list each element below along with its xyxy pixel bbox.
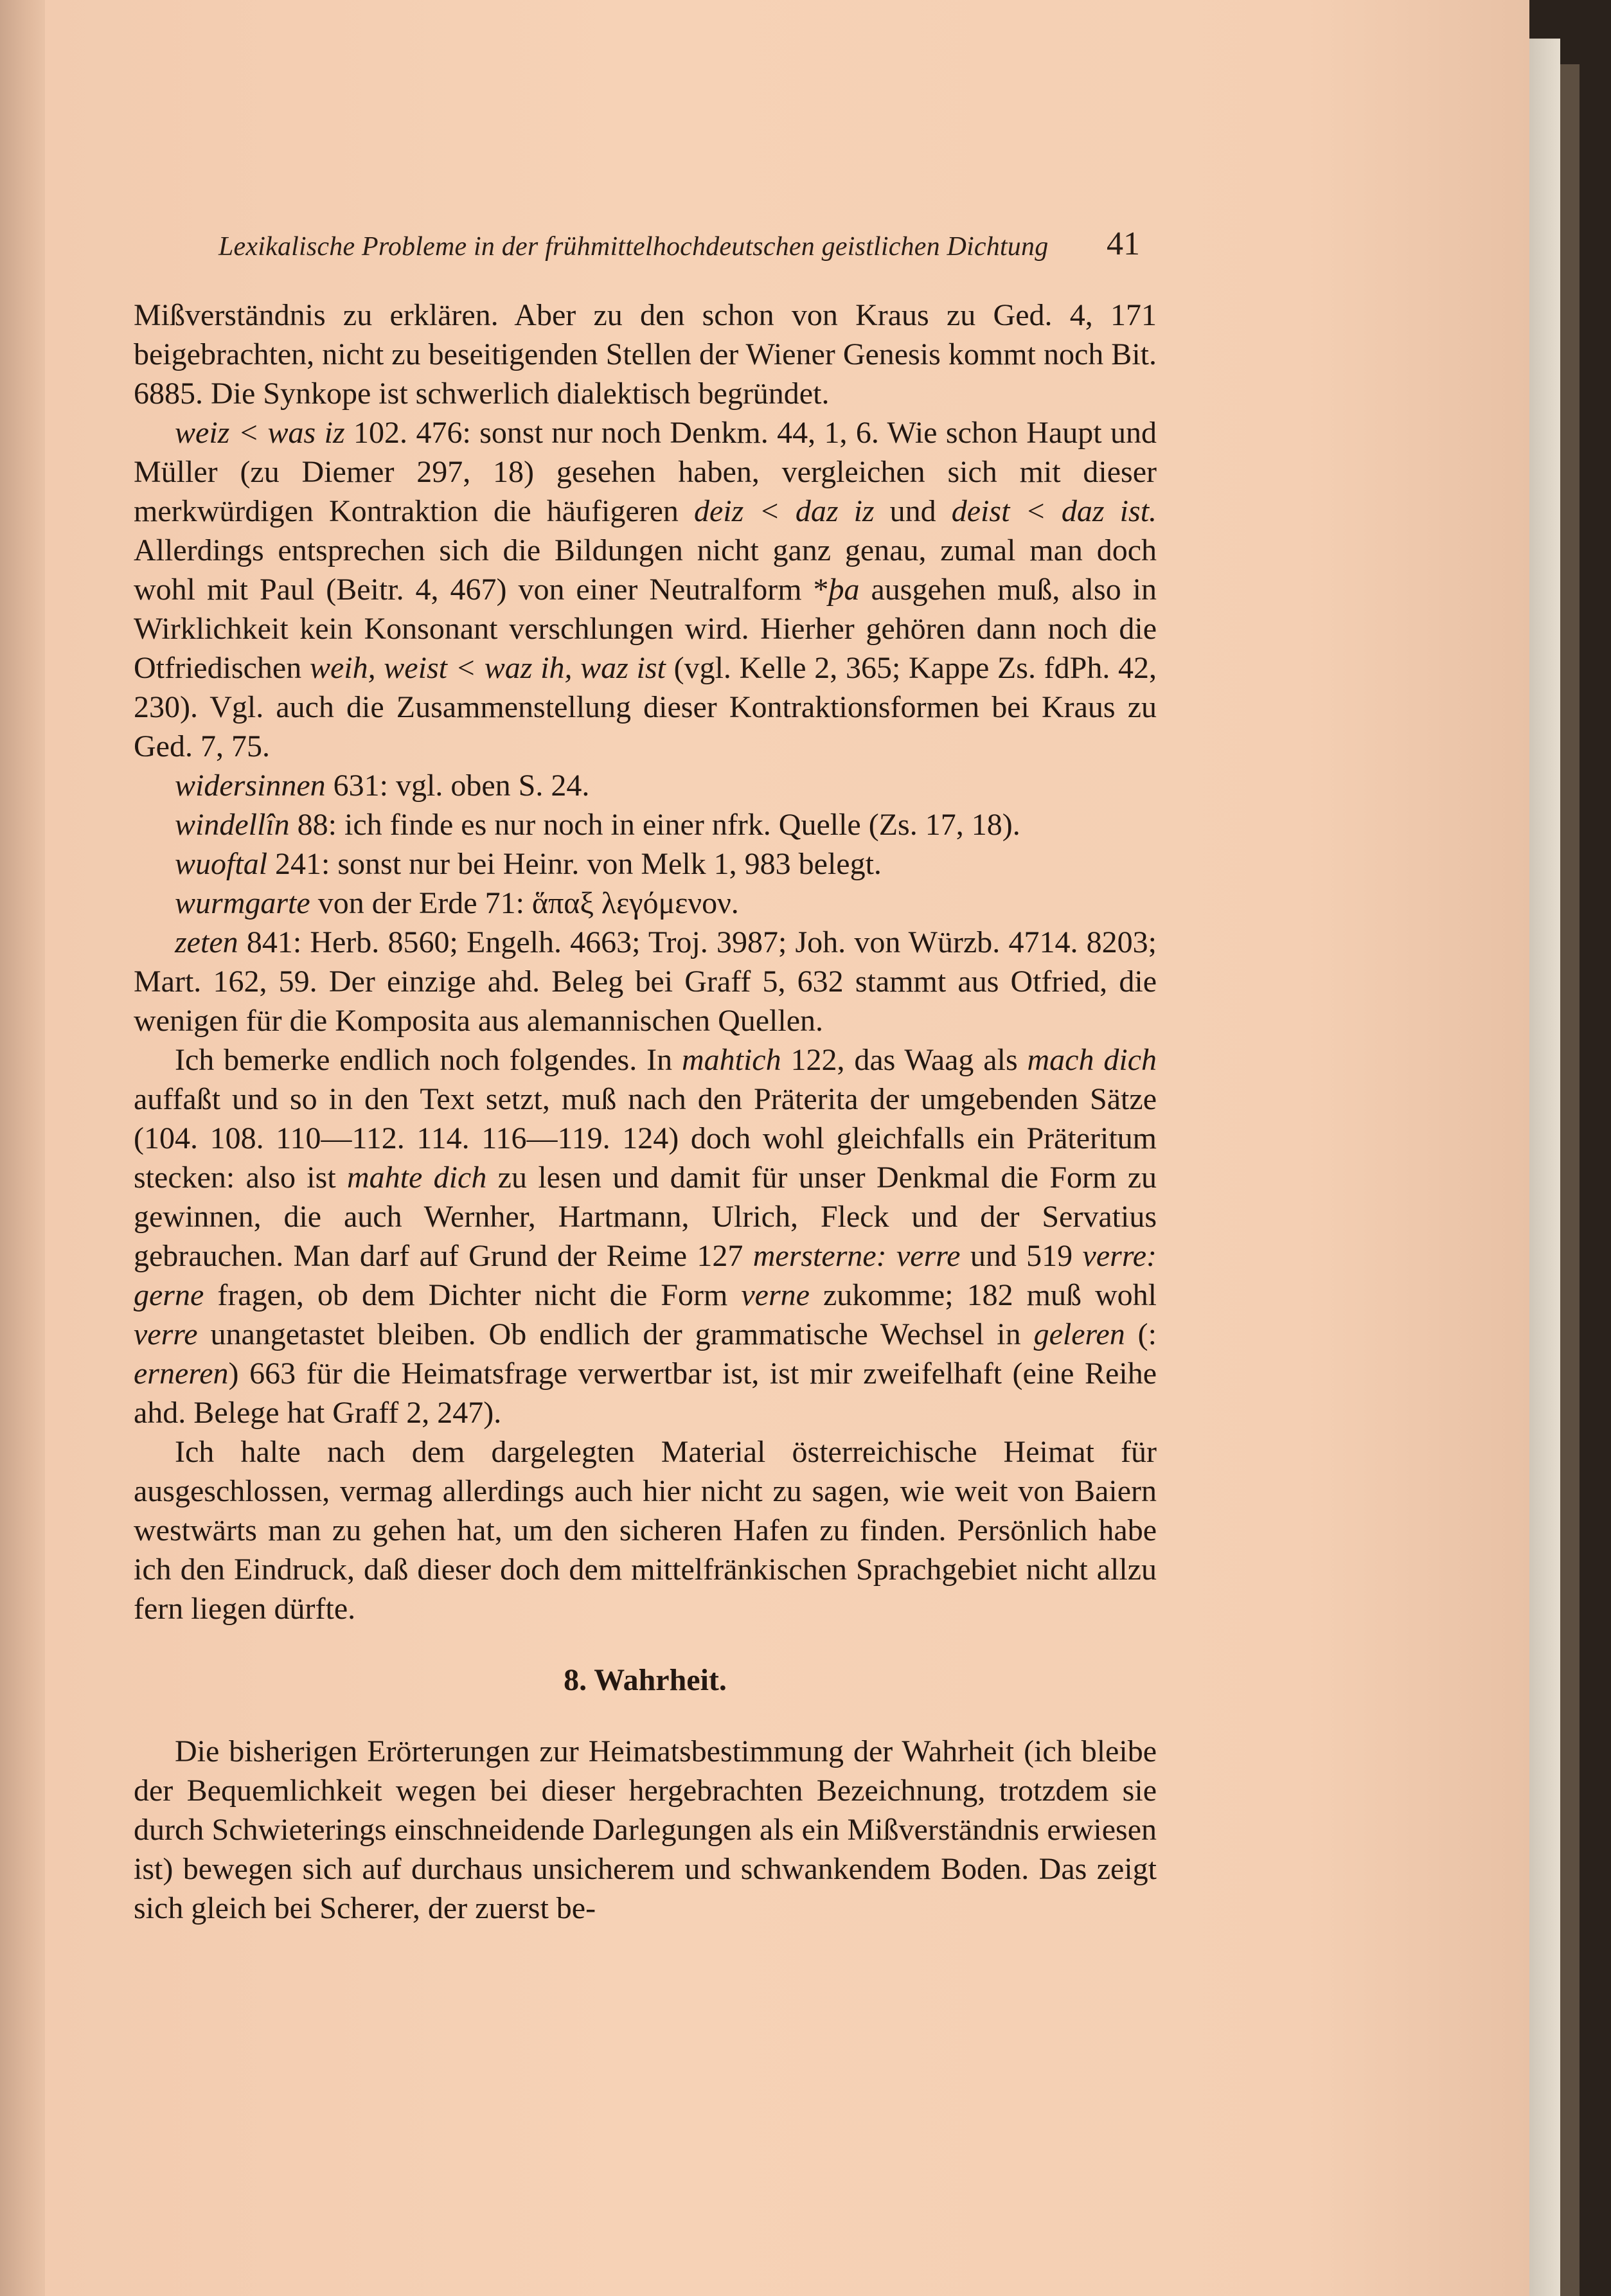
lemma: windellîn [175, 808, 290, 842]
page-number: 41 [1107, 226, 1140, 262]
text-run: 88: ich finde es nur noch in einer nfrk. Quelle (Zs. 17, 18). [289, 808, 1020, 842]
lemma-weih-weist: weih, weist < waz ih, waz ist [309, 651, 666, 685]
text-run: zukomme; 182 muß wohl [809, 1278, 1157, 1312]
text-run: 102. 476: sonst nur noch Denkm. 44, 1, 6. Wie schon Haupt und Müller (zu Diemer 297, 18) gesehen haben, vergleichen sich mit dieser merkwürdigen Kontraktion die häufigeren [134, 416, 1157, 528]
lemma: mach dich [1027, 1043, 1157, 1077]
paragraph-9: Ich halte nach dem dargelegten Material österreichische Heimat für ausgeschlossen, vermag allerdings auch hier nicht zu sagen, wie weit von Baiern westwärts man zu gehen hat, um den sicheren Hafen zu finden. Persönlich habe ich den Eindruck, daß dieser doch dem mittelfränkischen Sprachgebiet nicht allzu fern liegen dürfte. [134, 1435, 1157, 1626]
paragraph-10: Die bisherigen Erörterungen zur Heimatsbestimmung der Wahrheit (ich bleibe der Bequemlichkeit wegen bei dieser hergebrachten Bezeichnung, trotzdem sie durch Schwieterings einschneidende Darlegungen als ein Mißverständnis erwiesen ist) bewegen sich auf durchaus unsicherem und schwankendem Boden. Das zeigt sich gleich bei Scherer, der zuerst be- [134, 1734, 1157, 1925]
text-run: 122, das Waag als [781, 1043, 1028, 1077]
text-run: (: [1125, 1317, 1157, 1351]
text-run: unangetastet bleiben. Ob endlich der grammatische Wechsel in [197, 1317, 1034, 1351]
adjacent-page-edge [0, 0, 45, 2296]
text-run: auffaßt und so in den Text setzt, muß nach den Präterita der umgebenden Sätze (104. 108. 110—112. 114. 116—119. 124) doch wohl gleichfalls ein Präteritum stecken: also ist [134, 1082, 1157, 1195]
section-heading: 8. Wahrheit. [564, 1663, 727, 1697]
lemma: wuoftal [175, 847, 268, 881]
lemma: verre [134, 1317, 198, 1351]
lemma-deiz: deiz < daz iz [694, 494, 875, 528]
text-run: Allerdings entsprechen sich die Bildungen nicht ganz genau, zumal man doch wohl mit Paul (Beitr. 4, 467) von einer Neutralform * [134, 533, 1157, 607]
lemma-deist: deist < daz ist. [951, 494, 1157, 528]
paragraph-8 [134, 1040, 1157, 1432]
text-run: und [874, 494, 952, 528]
entry-wuoftal [134, 844, 1157, 884]
lemma: widersinnen [175, 769, 326, 803]
paragraph-1: Mißverständnis zu erklären. Aber zu den schon von Kraus zu Ged. 4, 171 beigebrachten, nicht zu beseitigenden Stellen der Wiener Genesis kommt noch Bit. 6885. Die Synkope ist schwerlich dialektisch begründet. [134, 298, 1157, 411]
text-run: fragen, ob dem Dichter nicht die Form [204, 1278, 742, 1312]
text-run: 841: Herb. 8560; Engelh. 4663; Troj. 3987; Joh. von Würzb. 4714. 8203; Mart. 162, 59. Der einzige ahd. Beleg bei Graff 5, 632 stammt aus Otfried, die wenigen für die Komposita aus alemannischen Quellen. [134, 925, 1157, 1038]
entry-windellin [134, 805, 1157, 844]
lemma: verne [741, 1278, 810, 1312]
body-text [134, 296, 1157, 1928]
page-gutter-shadow [1529, 39, 1560, 2296]
lemma: mahte dich [347, 1161, 487, 1195]
lemma: zeten [175, 925, 238, 959]
lemma: verre: gerne [134, 1239, 1157, 1312]
lemma: erneren [134, 1357, 229, 1391]
text-run: ausgehen muß, also in Wirklichkeit kein Konsonant verschlungen wird. Hierher gehören dann noch die Otfriedischen [134, 573, 1157, 685]
lemma: mersterne: verre [752, 1239, 961, 1273]
text-run: von der Erde 71: ἅπαξ λεγόμενον. [310, 886, 739, 920]
entry-zeten [134, 923, 1157, 1040]
entry-widersinnen [134, 766, 1157, 805]
text-run: zu lesen und damit für unser Denkmal die Form zu gewinnen, die auch Wernher, Hartmann, Ulrich, Fleck und der Servatius gebrauchen. Man darf auf Grund der Reime 127 [134, 1161, 1157, 1273]
running-head: Lexikalische Probleme in der frühmittelhochdeutschen geistlichen Dichtung [218, 232, 1049, 262]
lemma: geleren [1033, 1317, 1125, 1351]
text-run: und 519 [960, 1239, 1083, 1273]
lemma: wurmgarte [175, 886, 310, 920]
text-run: Ich bemerke endlich noch folgendes. In [175, 1043, 682, 1077]
book-back-edge [1560, 64, 1580, 2296]
lemma: mahtich [681, 1043, 781, 1077]
text-run: 241: sonst nur bei Heinr. von Melk 1, 983 belegt. [267, 847, 882, 881]
lemma-tha: þa [828, 573, 860, 607]
text-run: ) 663 für die Heimatsfrage verwertbar ist, ist mir zweifelhaft (eine Reihe ahd. Belege hat Graff 2, 247). [134, 1357, 1157, 1430]
text-run: (vgl. Kelle 2, 365; Kappe Zs. fdPh. 42, 230). Vgl. auch die Zusammenstellung dieser Kontraktionsformen bei Kraus zu Ged. 7, 75. [134, 651, 1157, 763]
text-run: 631: vgl. oben S. 24. [325, 769, 590, 803]
paragraph-2 [134, 413, 1157, 766]
entry-wurmgarte [134, 884, 1157, 923]
lemma-weiz: weiz < was iz [175, 416, 345, 450]
